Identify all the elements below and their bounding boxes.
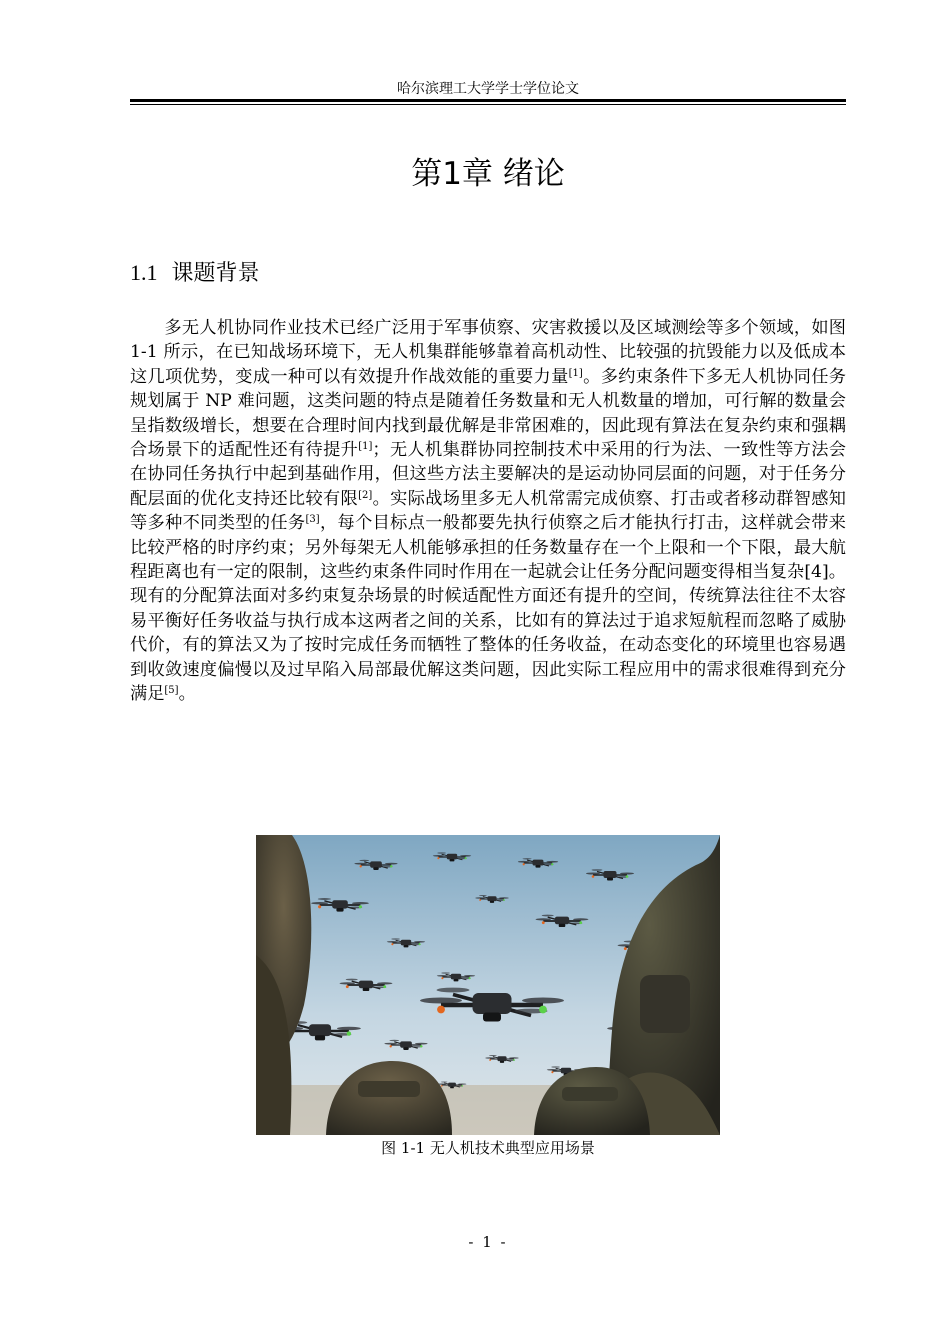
body-text-1: 多无人机协同作业技术已经广泛用于军事侦察、灾害救援以及区域测绘等多个领域，如图 1-1 所示，在已知战场环境下，无人机集群能够靠着高机动性、比较强的抗毁能力以及低成本这几项优势，变成一种可以有效提升作战效能的重要力量 — [130, 318, 846, 387]
figure-caption: 图 1-1 无人机技术典型应用场景 — [381, 1139, 595, 1157]
header-rule-thick — [130, 99, 846, 102]
body-text-6: 。 — [178, 684, 196, 705]
citation-3: [2] — [358, 489, 373, 501]
body-text-2: 。多约束条件下多无人机协同任务规划属于 NP 难问题，这类问题的特点是随着任务数量和无人机数量的增加，可行解的数量会呈指数级增长，想要在合理时间内找到最优解是非常困难的，因此现有算法在复杂约束和强耦合场景下的适配性还有待提升 — [130, 366, 846, 461]
body-text-3: ；无人机集群协同控制技术中采用的行为法、一致性等方法会在协同任务执行中起到基础作用，但这些方法主要解决的是运动协同层面的问题，对于任务分配层面的优化支持还比较有限 — [130, 440, 846, 509]
running-header: 哈尔滨理工大学学士学位论文 — [397, 81, 579, 97]
chapter-title: 第1章 绪论 — [411, 156, 565, 192]
section-heading — [130, 256, 846, 291]
body-text-4: 。实际战场里多无人机常需完成侦察、打击或者移动群智感知等多种不同类型的任务 — [130, 488, 846, 534]
citation-4: [3] — [305, 514, 320, 526]
citation-1: [1] — [568, 367, 583, 379]
figure-drone-swarm-photo — [256, 835, 720, 1135]
section-title: 课题背景 — [171, 261, 260, 286]
page-number: - 1 - — [468, 1233, 508, 1251]
header-rule-thin — [130, 104, 846, 105]
citation-5: [5] — [164, 685, 179, 697]
section-number: 1.1 — [130, 260, 158, 285]
body-paragraph — [130, 316, 846, 707]
citation-2: [1] — [358, 441, 373, 453]
body-text-5: ，每个目标点一般都要先执行侦察之后才能执行打击，这样就会带来比较严格的时序约束；另外每架无人机能够承担的任务数量存在一个上限和一个下限，最大航程距离也有一定的限制，这些约束条件同时作用在一起就会让任务分配问题变得相当复杂[4]。现有的分配算法面对多约束复杂场景的时候适配性方面还有提升的空间，传统算法往往不太容易平衡好任务收益与执行成本这两者之间的关系，比如有的算法过于追求短航程而忽略了威胁代价，有的算法又为了按时完成任务而牺牲了整体的任务收益，在动态变化的环境里也容易遇到收敛速度偏慢以及过早陷入局部最优解这类问题，因此实际工程应用中的需求很难得到充分满足 — [130, 513, 846, 705]
